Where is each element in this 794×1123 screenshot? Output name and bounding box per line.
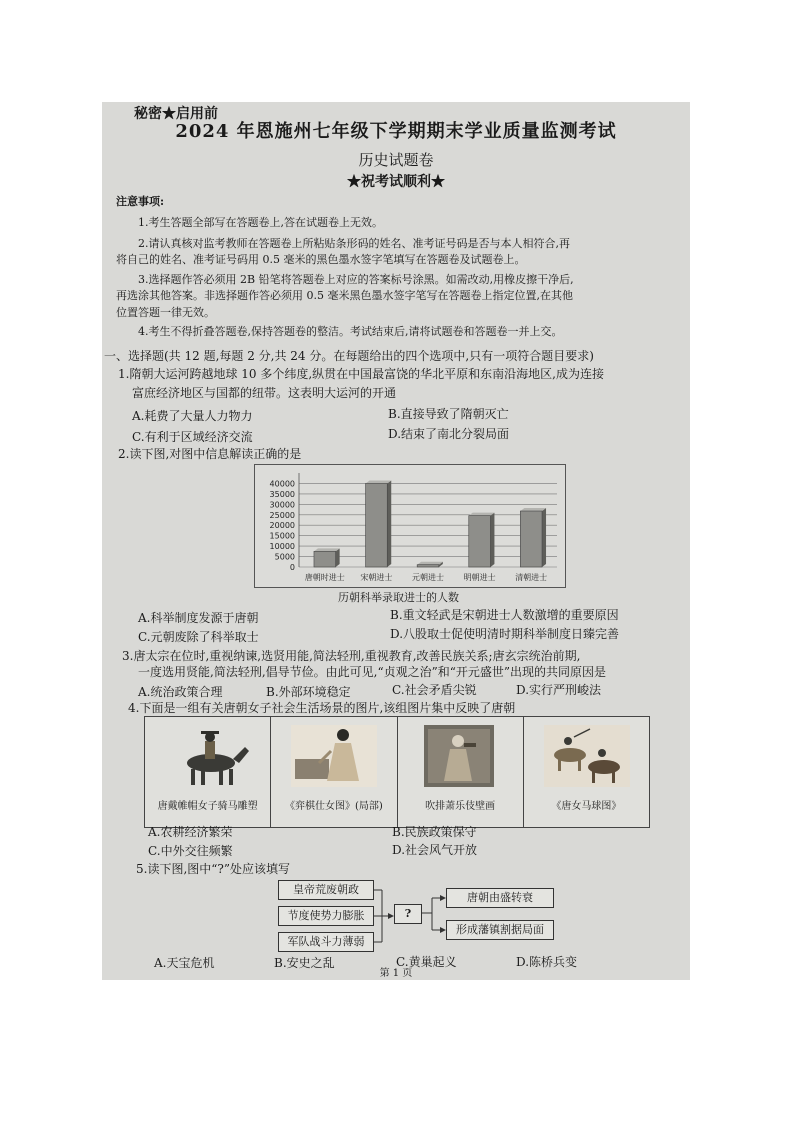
exam-paper xyxy=(102,102,690,980)
picture-caption: 《弈棋仕女图》(局部) xyxy=(284,801,383,812)
notice-line: 3.选择题作答必须用 2B 铅笔将答题卷上对应的答案标号涂黑。如需改动,用橡皮擦干净后, xyxy=(138,273,574,286)
q5-option-d[interactable]: D.陈桥兵变 xyxy=(516,955,578,969)
secret-label: 秘密★启用前 xyxy=(134,106,218,122)
q4-option-b[interactable]: B.民族政策保守 xyxy=(392,825,477,839)
y-tick-label: 10000 xyxy=(269,542,295,552)
picture-caption: 唐戴帷帽女子骑马雕塑 xyxy=(157,801,258,812)
x-tick-label: 宋朝进士 xyxy=(360,573,393,582)
y-tick-label: 5000 xyxy=(274,552,295,562)
y-tick-label: 40000 xyxy=(269,479,295,489)
q3-stem-line1: 3.唐太宗在位时,重视纳谏,选贤用能,简法轻刑,重视教育,改善民族关系;唐玄宗统治前期, xyxy=(122,649,581,663)
x-tick-label: 清朝进士 xyxy=(515,573,548,582)
q3-option-b[interactable]: B.外部环境稳定 xyxy=(266,685,351,699)
y-tick-label: 15000 xyxy=(269,531,295,541)
q1-option-d[interactable]: D.结束了南北分裂局面 xyxy=(388,427,510,441)
q3-stem-line2: 一度选用贤能,简法轻刑,倡导节俭。由此可见,“贞观之治”和“开元盛世”出现的共同原因是 xyxy=(138,665,606,679)
q4-option-c[interactable]: C.中外交往频繁 xyxy=(148,844,233,858)
y-tick-label: 25000 xyxy=(269,510,295,520)
q1-option-b[interactable]: B.直接导致了隋朝灭亡 xyxy=(388,407,509,421)
picture-caption: 《唐女马球图》 xyxy=(551,801,622,812)
q5-option-a[interactable]: A.天宝危机 xyxy=(154,956,215,970)
flow-arrows xyxy=(102,102,690,980)
result-box: 形成藩镇割据局面 xyxy=(446,920,554,940)
q2-option-b[interactable]: B.重文轻武是宋朝进士人数激增的重要原因 xyxy=(390,608,619,622)
page-number: 第 1 页 xyxy=(379,968,413,979)
q2-option-a[interactable]: A.科举制度发源于唐朝 xyxy=(138,611,259,625)
q5-option-b[interactable]: B.安史之乱 xyxy=(274,956,335,970)
y-tick-label: 0 xyxy=(289,563,295,572)
exam-subtitle: 历史试题卷 xyxy=(358,151,434,169)
y-tick-label: 35000 xyxy=(269,489,295,499)
q4-option-d[interactable]: D.社会风气开放 xyxy=(392,843,478,857)
notice-line: 4.考生不得折叠答题卷,保持答题卷的整洁。考试结束后,请将试题卷和答题卷一并上交。 xyxy=(138,325,563,338)
exam-title: 2024 年恩施州七年级下学期期末学业质量监测考试 xyxy=(175,121,617,142)
q2-option-c[interactable]: C.元朝废除了科举取士 xyxy=(138,630,259,644)
q5-stem: 5.读下图,图中“?”处应该填写 xyxy=(136,862,290,876)
result-box: 唐朝由盛转衰 xyxy=(446,888,554,908)
q3-option-a[interactable]: A.统治政策合理 xyxy=(138,685,223,699)
q3-option-c[interactable]: C.社会矛盾尖锐 xyxy=(392,683,477,697)
q1-option-c[interactable]: C.有利于区域经济交流 xyxy=(132,430,253,444)
q2-stem: 2.读下图,对图中信息解读正确的是 xyxy=(118,447,302,461)
picture-caption: 吹排萧乐伎壁画 xyxy=(425,801,496,812)
x-tick-label: 唐朝时进士 xyxy=(304,573,345,582)
y-tick-label: 30000 xyxy=(269,500,295,510)
q1-stem-line1: 1.隋朝大运河跨越地球 10 多个纬度,纵贯在中国最富饶的华北平原和东南沿海地区,成为连接 xyxy=(118,367,604,381)
unknown-box: ? xyxy=(394,904,422,924)
section-title: 一、选择题(共 12 题,每题 2 分,共 24 分。在每题给出的四个选项中,只有一项符合题目要求) xyxy=(104,349,594,363)
q4-option-a[interactable]: A.农耕经济繁荣 xyxy=(148,825,233,839)
q5-option-c[interactable]: C.黄巢起义 xyxy=(396,955,457,969)
q2-option-d[interactable]: D.八股取士促使明清时期科举制度日臻完善 xyxy=(390,627,620,641)
q4-stem: 4.下面是一组有关唐朝女子社会生活场景的图片,该组图片集中反映了唐朝 xyxy=(128,701,516,715)
notice-line: 2.请认真核对监考教师在答题卷上所粘贴条形码的姓名、准考证号码是否与本人相符合,再 xyxy=(138,237,570,250)
cause-box: 皇帝荒废朝政 xyxy=(278,880,374,900)
q1-stem-line2: 富庶经济地区与国都的纽带。这表明大运河的开通 xyxy=(132,386,397,400)
chart-caption: 历朝科举录取进士的人数 xyxy=(338,591,459,604)
exam-wish: ★祝考试顺利★ xyxy=(347,174,445,190)
notice-heading: 注意事项: xyxy=(116,195,165,208)
notice-line: 位置答题一律无效。 xyxy=(116,306,215,319)
notice-line: 再选涂其他答案。非选择题作答必须用 0.5 毫米黑色墨水签字笔写在答题卷上指定位置,在其他 xyxy=(116,289,573,302)
x-tick-label: 元朝进士 xyxy=(412,573,444,582)
cause-box: 军队战斗力薄弱 xyxy=(278,932,374,952)
notice-line: 1.考生答题全部写在答题卷上,答在试题卷上无效。 xyxy=(138,216,383,229)
x-tick-label: 明朝进士 xyxy=(463,573,496,582)
y-tick-label: 20000 xyxy=(269,521,295,531)
cause-box: 节度使势力膨胀 xyxy=(278,906,374,926)
q3-option-d[interactable]: D.实行严刑峻法 xyxy=(516,683,602,697)
notice-line: 将自己的姓名、准考证号码用 0.5 毫米的黑色墨水签字笔填写在答题卷及试题卷上。 xyxy=(116,253,526,266)
q1-option-a[interactable]: A.耗费了大量人力物力 xyxy=(132,409,253,423)
